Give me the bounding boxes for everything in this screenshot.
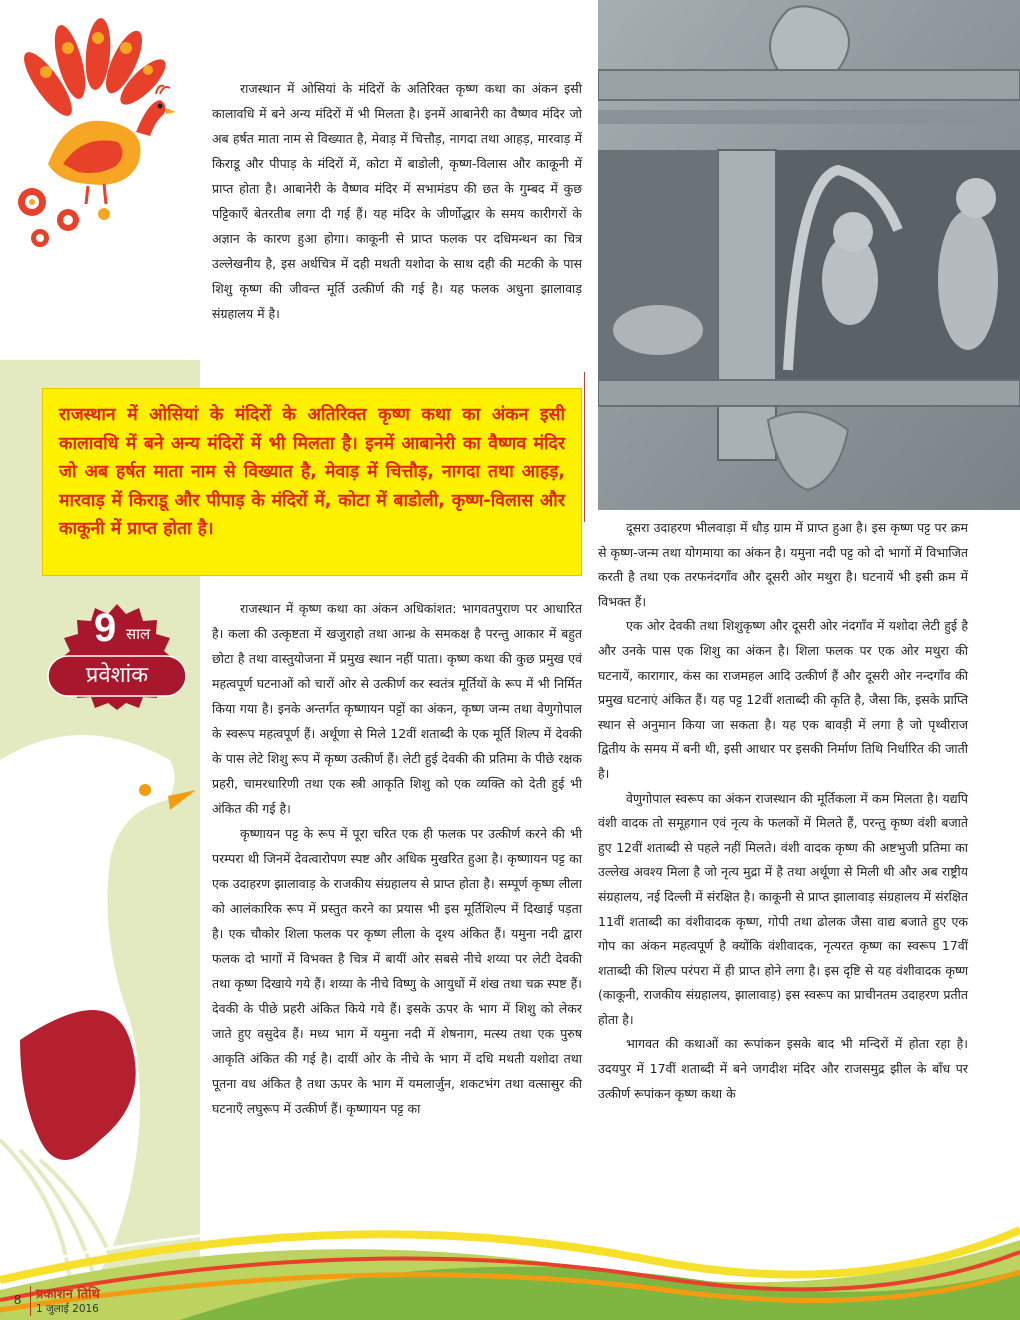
badge-label: प्रवेशांक	[85, 663, 149, 688]
paragraph: एक ओर देवकी तथा शिशुकृष्ण और दूसरी ओर नंदगाँव में यशोदा लेटी हुई है और उनके पास एक शिशु का अंकन है। शिला फलक पर एक ओर मथुरा की घटनायें, कारागार, कंस का राजमहल आदि उत्कीर्ण हैं और दूसरी ओर नन्दगाँव की प्रमुख घटनाएं अंकित हैं। यह पट्ट 12वीं शताब्दी की कृति है, जैसा कि, इसके प्राप्ति स्थान से अनुमान किया जा सकता है। यह एक बावड़ी में लगा है जो पृथ्वीराज द्वितीय के समय में बनी थी, इसी आधार पर इसकी निर्माण तिथि निर्धारित की जाती है।	[598, 618, 968, 781]
pull-quote-text: राजस्थान में ओसियां के मंदिरों के अतिरिक्त कृष्ण कथा का अंकन इसी कालावधि में बने अन्य मंदिरों में भी मिलता है। इनमें आबानेरी का वैष्णव मंदिर जो अब हर्षत माता नाम से विख्यात है, मेवाड़ में चित्तौड़, नागदा तथा आहड़, मारवाड़ में किराडू और पीपाड़ के मंदिरों में, कोटा में बाडोली, कृष्ण-विलास और काकूनी में प्राप्त होता है।	[59, 405, 565, 539]
badge-saal: साल	[126, 625, 151, 643]
footer-date: 1 जुलाई 2016	[36, 1303, 99, 1315]
paragraph: कृष्णायन पट्ट के रूप में पूरा चरित एक ही फलक पर उत्कीर्ण करने की भी परम्परा थी जिनमें देवत्वारोपण स्पष्ट और अधिक मुखरित हुआ है। कृष्णायन पट्ट का एक उदाहरण झालावाड़ के राजकीय संग्रहालय से प्राप्त होता है। सम्पूर्ण कृष्ण लीला को आलंकारिक रूप में प्रस्तुत करने का प्रयास भी इस मूर्तिशिल्प में दिखाई पड़ता है। एक चौकोर शिला फलक पर कृष्ण लीला के दृश्य अंकित हैं। यमुना नदी द्वारा फलक दो भागों में विभक्त है चित्र में बायीं ओर सबसे नीचे शय्या पर लेटी देवकी तथा कृष्ण दिखाये गये हैं। शय्या के नीचे विष्णु के आयुधों में शंख तथा चक्र स्पष्ट हैं। देवकी के पीछे प्रहरी अंकित किये गये हैं। इसके ऊपर के भाग में शिशु को लेकर जाते हुए वसुदेव हैं। मध्य भाग में यमुना नदी में शेषनाग, मत्स्य तथा एक पुरुष आकृति अंकित की गई है। दायीं ओर के नीचे के भाग में दधि मथती यशोदा तथा पूतना वध अंकित है तथा ऊपर के भाग में यमलार्जुन, शकटभंग तथा वत्सासुर की घटनाएँ लघुरूप में उत्कीर्ण हैं। कृष्णायन पट्ट का	[212, 826, 582, 1116]
pull-quote	[42, 388, 582, 576]
article-column-top	[212, 76, 582, 326]
footer-title: प्रकाशन तिथि	[36, 1287, 100, 1302]
article-column-right	[598, 516, 968, 1106]
paragraph: वेणुगोपाल स्वरूप का अंकन राजस्थान की मूर्तिकला में कम मिलता है। यद्यपि वंशी वादक तो समूहगान एवं नृत्य के फलकों में मिलते हैं, परन्तु कृष्ण वंशी बजाते हुए 12वीं शताब्दी से पहले नहीं मिलते। वंशी वादक कृष्ण की अष्टभुजी प्रतिमा का उल्लेख अवश्य मिला है जो नृत्य मुद्रा में है तथा अर्थूणा से मिली थी और अब राष्ट्रीय संग्रहालय, नई दिल्ली में संरक्षित है। काकूनी से प्राप्त झालावाड़ संग्रहालय में संरक्षित 11वीं शताब्दी का वंशीवादक कृष्ण, गोपी तथा ढोलक जैसा वाद्य बजाते हुए एक गोप का अंकन महत्वपूर्ण है क्योंकि वंशीवादक, नृत्यरत कृष्ण का स्वरूप 17वीं शताब्दी की शिल्प परंपरा में ही प्राप्त होने लगा है। इस दृष्टि से यह वंशीवादक कृष्ण (काकूनी, राजकीय संग्रहालय, झालावाड़) इस स्वरूप का प्राचीनतम उदाहरण प्रतीत होता है।	[598, 790, 968, 1027]
paragraph: राजस्थान में कृष्ण कथा का अंकन अधिकांशत: भागवतपुराण पर आधारित है। कला की उत्कृष्टता में खजुराहो तथा आन्ध्र के समकक्ष है परन्तु आकार में बहुत छोटा है तथा वास्तुयोजना में प्रमुख स्थान नहीं पाता। कृष्ण कथा की कुछ प्रमुख एवं महत्वपूर्ण घटनाओं को चारों ओर से उत्कीर्ण कर स्वतंत्र मूर्तियों के रूप में भी निर्मित किया गया है। इनके अन्तर्गत कृष्णायन पट्टों का अंकन, कृष्ण जन्म तथा वेणुगोपाल के स्वरूप महत्वपूर्ण हैं। अर्थूणा से मिले 12वीं शताब्दी के एक मूर्ति शिल्प में देवकी के पास लेटे शिशु रूप में कृष्ण उत्कीर्ण हैं। लेटी हुई देवकी की प्रतिमा के पीछे रक्षक प्रहरी, चामरधारिणी तथा एक स्त्री आकृति शिशु को एक व्यक्ति को देती हुई भी अंकित की गई है।	[212, 601, 582, 816]
column-divider	[584, 372, 585, 522]
paragraph: राजस्थान में ओसियां के मंदिरों के अतिरिक्त कृष्ण कथा का अंकन इसी कालावधि में बने अन्य मंदिरों में भी मिलता है। इनमें आबानेरी का वैष्णव मंदिर जो अब हर्षत माता नाम से विख्यात है, मेवाड़ में चित्तौड़, नागदा तथा आहड़, मारवाड़ में किराडू और पीपाड़ के मंदिरों में, कोटा में बाडोली, कृष्ण-विलास और काकूनी में प्राप्त होता है। आबानेरी के वैष्णव मंदिर में सभामंडप की छत के गुम्बद में कुछ पट्टिकाएँ बेतरतीब लगा दी गई हैं। यह मंदिर के जीर्णोद्धार के समय कारीगरों के अज्ञान के कारण हुआ होगा। काकूनी से प्राप्त फलक पर दधिमन्थन का चित्र उल्लेखनीय है, इस अर्धचित्र में दही मथती यशोदा के साथ दही की मटकी के पास शिशु कृष्ण की जीवन्त मूर्ति उत्कीर्ण की गई है। यह फलक अधुना झालावाड़ संग्रहालय में है।	[212, 81, 582, 321]
flower-icon	[18, 188, 110, 247]
page-number: 8	[14, 1292, 22, 1307]
badge-number: 9	[94, 606, 117, 650]
bottom-decorative-waves	[0, 1200, 1020, 1320]
anniversary-badge	[42, 600, 192, 710]
paragraph: दूसरा उदाहरण भीलवाड़ा में धौड़ ग्राम में प्राप्त हुआ है। इस कृष्ण पट्ट पर क्रम से कृष्ण-जन्म तथा योगमाया का अंकन है। यमुना नदी पट्ट को दो भागों में विभाजित करती है तथा एक तरफनंदगाँव और दूसरी ओर मथुरा है। घटनायें भी इसी क्रम में विभक्त हैं।	[598, 520, 968, 609]
temple-relief-photo	[598, 0, 1020, 510]
paragraph: भागवत की कथाओं का रूपांकन इसके बाद भी मन्दिरों में होता रहा है। उदयपुर में 17वीं शताब्दी में बने जगदीश मंदिर और राजसमुद्र झील के बाँध पर उत्कीर्ण रूपांकन कृष्ण कथा के	[598, 1036, 968, 1101]
peacock-illustration	[8, 14, 198, 254]
article-column-left	[212, 596, 582, 1121]
